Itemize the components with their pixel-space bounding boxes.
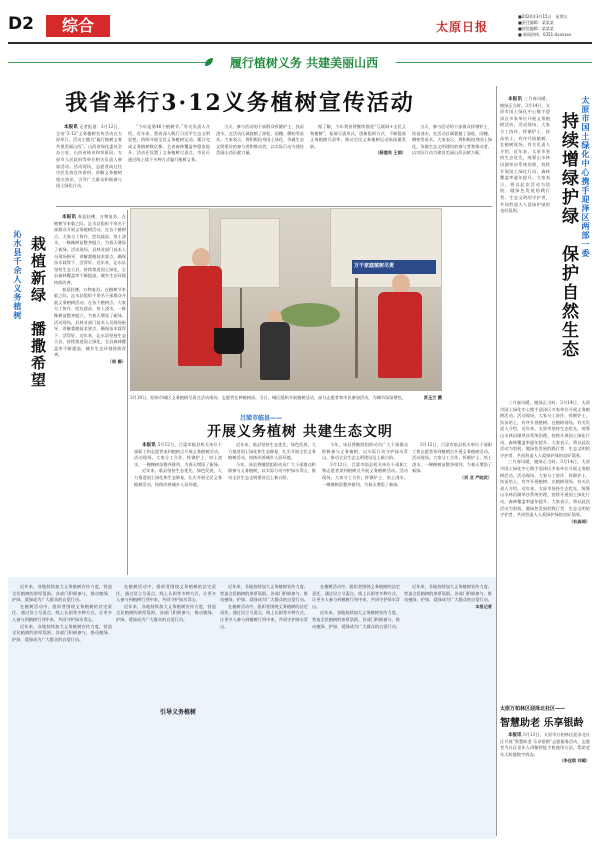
mid-kicker: 吕梁市临县—— — [240, 415, 283, 422]
masthead-info: ■2024年3月15日 星期五 ■责任编辑：某某某 ■视觉编辑：某某某 ■ 新闻热线：0351-4xxxxxx — [518, 14, 572, 37]
newspaper-logo: 太原日报 — [436, 20, 489, 34]
mid-column-2: 近年来，临县坚持生态优先、绿色发展，大力推进国土绿化和生态修复，扎实开展全民义务植树活动，持续改善城乡人居环境。 今年，该县将继续组织动员广大干部群众积极参与义务植树，以实际行动守护绿水青山，推动全县生态文明建设迈上新台阶。 — [228, 442, 316, 480]
divider — [127, 210, 128, 575]
bottom-column-5: 近年来，各地持续加大义务植树宣传力度，营造全民植树的浓厚氛围。各部门积极参与，推动植绿、护绿、爱绿成为广大群众的自觉行动。 本报记者 — [404, 584, 492, 609]
photo-credit: 苏玉兰 摄 — [423, 395, 442, 401]
photo-bucket — [214, 328, 244, 354]
bottom-box-title: 引导义务植树 — [160, 709, 197, 716]
masthead — [8, 14, 592, 44]
section-label: 综合 — [46, 15, 110, 37]
lead-column-3: 当天，参与活动的干部群众挥锹铲土、扶苗浇水，在活动区域栽植了油松、国槐、侧柏等苗木。大家表示，将积极投身国土绿化，争做生态文明建设的参与者和推动者，以实际行动为建设美丽山西贡献力量。 — [216, 124, 304, 156]
mid-headline: 开展义务植树 共建生态文明 — [207, 424, 393, 440]
lead-column-1: 本报讯 记者报道：3月12日，全省“3·12”义务植树宣传活动在太原举行。活动主题为“履行植树义务 共建美丽山西”。山西省绿化委员会办公室、山西省林业和草原局、太原市人民政府等单位相关负责人参加活动。活动现场，志愿者向过往市民发放宣传资料，讲解义务植树相关知识，引导广大群众积极参与国土绿化行动。 — [56, 124, 122, 189]
left-feature-title: 栽植新绿 播撒希望 — [29, 236, 47, 389]
mid-column-4: 3月12日，吕梁市临县机关单位干部职工和志愿者来到植树点开展义务植树活动。活动现场，大家分工合作，挥锹铲土、培土浇水，一棵棵树苗整齐排列，为春天增添了新绿。 （刘 亚 严晓武） — [412, 442, 492, 480]
news-photo — [130, 208, 442, 391]
masthead-rule — [8, 42, 592, 44]
brief-kicker: 太原万柏林区迎泽北社区—— — [500, 706, 566, 712]
photo-building — [330, 208, 442, 288]
right-feature-body-1: 本报讯 三月春风暖，植绿正当时。3月14日，太原市国土绿化中心携手迎泽区多家单位开展义务植树活动。活动现场，大家分工协作、挥锹铲土、扶苗培土，有序开展植树。在植树现场，有关负责人介绍，近年来，太原市坚持生态优先，统筹山水林田湖草沙系统治理，持续开展国土绿化行动，森林覆盖率逐年提升。大家表示，将以此次活动为契机，做绿色发展的践行者、生态文明的守护者，共同营造人人爱绿护绿的良好氛围。 — [500, 96, 550, 214]
left-feature-body: 本报讯 春意轻拂，万物复苏。在植树节来临之际，沁水县组织千余名干部群众开展义务植树活动。在各个植树点，大家分工协作、挖坑栽苗、培土浇水，一株株树苗整齐挺立，为春天增添了新绿。活动现场，县林业部门技术人员现场指导，讲解栽植技术要点，确保苗木栽得下、活得好。近年来，沁水县坚持生态立县，持续推进国土绿化，全县森林覆盖率不断提高，城乡生态环境持续改善。 春意轻拂，万物复苏。在植树节来临之际，沁水县组织千余名干部群众开展义务植树活动。在各个植树点，大家分工协作、挖坑栽苗、培土浇水，一株株树苗整齐挺立，为春天增添了新绿。活动现场，县林业部门技术人员现场指导，讲解栽植技术要点，确保苗木栽得下、活得好。近年来，沁水县坚持生态立县，持续推进国土绿化，全县森林覆盖率不断提高，城乡生态环境持续改善。 （杨 静） — [54, 214, 126, 365]
bottom-column-4: 在植树活动中，组织者围绕义务植树的法定责任，通过设立尽责点、线上认捐等多种方式，让更多人参与到植树行列中来，共同守护绿水青山。 近年来，各地持续加大义务植树宣传力度，营造全民植树的浓厚氛围。各部门积极参与，推动植绿、护绿、爱绿成为广大群众的自觉行动。 — [312, 584, 400, 629]
photo-building — [220, 218, 280, 288]
bottom-column-3: 近年来，各地持续加大义务植树宣传力度，营造全民植树的浓厚氛围。各部门积极参与，推动植绿、护绿、爱绿成为广大群众的自觉行动。 在植树活动中，组织者围绕义务植树的法定责任，通过设立尽责点、线上认捐等多种方式，让更多人参与到植树行列中来，共同守护绿水青山。 — [220, 584, 308, 629]
banner-line-right — [396, 62, 592, 63]
banner-title: 履行植树义务 共建美丽山西 — [229, 56, 379, 70]
photo-banner-board: 万千家庭植树尽责 — [352, 260, 436, 274]
lead-author: 本报讯 — [64, 125, 78, 130]
mid-column-1: 本报讯 3月12日，吕梁市临县机关单位干部职工和志愿者来到植树点开展义务植树活动。活动现场，大家分工合作，挥锹铲土、培土浇水，一棵棵树苗整齐排列，为春天增添了新绿。 近年来，临县坚持生态优先、绿色发展，大力推进国土绿化和生态修复，扎实开展全民义务植树活动，持续改善城乡人居环境。 — [134, 442, 222, 487]
lead-headline: 我省举行3·12义务植树宣传活动 — [65, 90, 415, 116]
leaf-icon — [204, 57, 214, 67]
right-feature-body-2: 三月春风暖，植绿正当时。3月14日，太原市国土绿化中心携手迎泽区多家单位开展义务植树活动。活动现场，大家分工协作、挥锹铲土、扶苗培土，有序开展植树。在植树现场，有关负责人介绍，近年来，太原市坚持生态优先，统筹山水林田湖草沙系统治理，持续开展国土绿化行动，森林覆盖率逐年提升。大家表示，将以此次活动为契机，做绿色发展的践行者、生态文明的守护者，共同营造人人爱绿护绿的良好氛围。 三月春风暖，植绿正当时。3月14日，太原市国土绿化中心携手迎泽区多家单位开展义务植树活动。活动现场，大家分工协作、挥锹铲土、扶苗培土，有序开展植树。在植树现场，有关负责人介绍，近年来，太原市坚持生态优先，统筹山水林田湖草沙系统治理，持续开展国土绿化行动，森林覆盖率逐年提升。大家表示，将以此次活动为契机，做绿色发展的践行者、生态文明的守护者，共同营造人人爱绿护绿的良好氛围。 （杜森瑶） — [500, 400, 590, 524]
banner-line-left — [8, 62, 208, 63]
page-number: D2 — [8, 14, 34, 34]
photo-person-head — [392, 274, 410, 294]
photo-caption: 3月10日，阳泉市城区义务植树尽责点活动现场，志愿者在种植树苗。当日，城区组织开展植树活动，部分志愿者和市民参加活动，为城市添绿增色。 苏玉兰 摄 — [130, 395, 442, 401]
right-feature-title: 持续增绿护绿 保护自然生态 — [558, 112, 578, 359]
lead-column-2: “今年是第46个植树节。”有关负责人介绍，近年来，我省深入践行习近平生态文明思想，持续开展全民义务植树运动，累计完成义务植树数亿株，全省森林覆盖率稳步提升。活动还设置了义务植树尽责点，市民可通过线上线下多种方式履行植树义务。 — [128, 124, 210, 162]
divider — [56, 206, 492, 207]
mid-column-3: 今年，该县将继续组织动员广大干部群众积极参与义务植树，以实际行动守护绿水青山，推动全县生态文明建设迈上新台阶。 3月12日，吕梁市临县机关单位干部职工和志愿者来到植树点开展义务植树活动。活动现场，大家分工合作，挥锹铲土、培土浇水，一棵棵树苗整齐排列，为春天增添了新绿。 — [322, 442, 408, 487]
bottom-column-2: 在植树活动中，组织者围绕义务植树的法定责任，通过设立尽责点、线上认捐等多种方式，让更多人参与到植树行列中来，共同守护绿水青山。 近年来，各地持续加大义务植树宣传力度，营造全民植树的浓厚氛围。各部门积极参与，推动植绿、护绿、爱绿成为广大群众的自觉行动。 — [116, 584, 216, 622]
left-feature-subtitle: 沁水县千余人义务植树 — [13, 230, 22, 320]
photo-participant — [260, 322, 290, 380]
right-feature-subtitle: 太原市国土绿化中心携手迎泽区两部一委 — [581, 96, 590, 258]
brief-body: 本报讯 3月13日，太原市万柏林区迎泽北社区开展“智慧助老 乐享银龄”志愿服务活动，志愿者为社区老年人讲解智能手机使用方法，帮助老年人跨越数字鸿沟。 （李佳琪 刘璐） — [500, 732, 590, 764]
lead-column-5: 当天，参与活动的干部群众挥锹铲土、扶苗浇水，在活动区域栽植了油松、国槐、侧柏等苗木。大家表示，将积极投身国土绿化，争做生态文明建设的参与者和推动者，以实际行动为建设美丽山西贡献力量。 — [412, 124, 492, 156]
theme-banner — [8, 54, 592, 72]
divider — [496, 86, 497, 836]
photo-shrub — [280, 303, 340, 327]
lead-column-4: 据了解，今年我省将继续推进“互联网+全民义务植树”，拓展尽责形式，创新组织方式，不断提高义务植树尽责率，推动全民义务植树运动高质量发展。 （薛建英 王娟） — [310, 124, 406, 156]
brief-headline: 智慧助老 乐享银龄 — [500, 718, 584, 729]
photo-person-head — [192, 248, 210, 268]
photo-volunteer — [378, 292, 422, 378]
bottom-column-1: 近年来，各地持续加大义务植树宣传力度，营造全民植树的浓厚氛围。各部门积极参与，推动植绿、护绿、爱绿成为广大群众的自觉行动。 在植树活动中，组织者围绕义务植树的法定责任，通过设立尽责点、线上认捐等多种方式，让更多人参与到植树行列中来，共同守护绿水青山。 近年来，各地持续加大义务植树宣传力度，营造全民植树的浓厚氛围。各部门积极参与，推动植绿、护绿、爱绿成为广大群众的自觉行动。 — [12, 584, 112, 642]
photo-tree-trunk — [355, 278, 358, 378]
